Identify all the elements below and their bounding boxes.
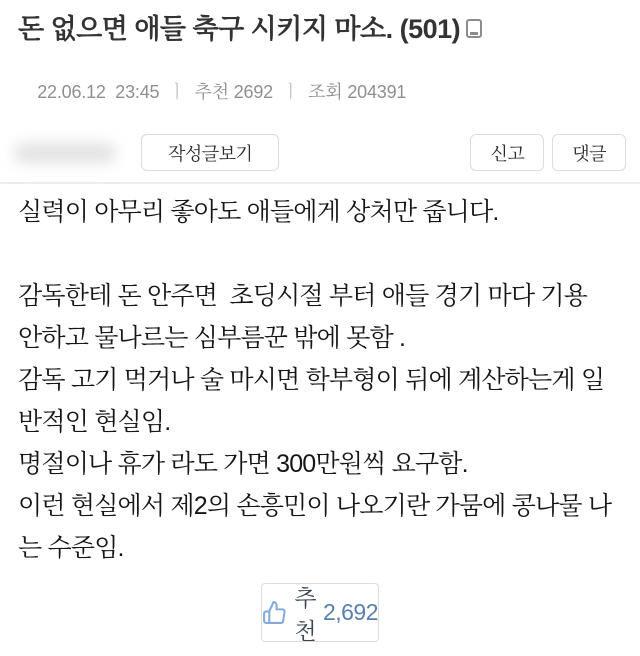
body-text-line: 안하고 물나르는 심부름꾼 밖에 못함 .: [18, 324, 406, 352]
post-datetime: 22.06.12 23:45: [37, 82, 160, 102]
mobile-icon: [466, 19, 482, 38]
post-header: [0, 0, 640, 125]
body-text-line: 감독한테 돈 안주면 초딩시절 부터 애들 경기 마다 기용: [18, 282, 588, 310]
report-button[interactable]: 신고: [470, 134, 544, 171]
comments-button[interactable]: 댓글: [552, 134, 626, 171]
post-footer: [0, 583, 640, 642]
post-title: 돈 없으면 애들 축구 시키지 마소.: [18, 14, 393, 44]
post-body: [0, 184, 640, 569]
author-name-blurred[interactable]: [14, 143, 116, 163]
mobile-icon-home-bar: [470, 32, 478, 35]
view-author-posts-button[interactable]: 작성글보기: [141, 134, 279, 171]
recommend-button-label: 추천: [294, 584, 316, 644]
body-text-line: 는 수준임.: [18, 534, 124, 562]
post-meta: [18, 57, 622, 125]
body-text-line: [18, 233, 622, 275]
post-toolbar: [0, 134, 640, 171]
body-text-line: 명절이나 휴가 라도 가면 300만원씩 요구함.: [18, 450, 468, 478]
recommend-count-meta: 추천 2692: [194, 82, 273, 102]
view-count-meta: 조회 204391: [308, 82, 407, 102]
meta-separator: ㅣ: [168, 82, 186, 102]
thumbs-up-icon: [262, 600, 287, 625]
recommend-button-count: 2,692: [322, 599, 378, 625]
body-text-line: 반적인 현실임.: [18, 408, 171, 436]
body-text-line: 감독 고기 먹거나 술 마시면 학부형이 뒤에 계산하는게 일: [18, 366, 605, 394]
post-title-line: [18, 12, 622, 46]
body-text-line: 실력이 아무리 좋아도 애들에게 상처만 줍니다.: [18, 198, 499, 226]
body-text-line: 이런 현실에서 제2의 손흥민이 나오기란 가뭄에 콩나물 나: [18, 492, 612, 520]
comment-count[interactable]: (501): [399, 14, 461, 44]
meta-separator: ㅣ: [281, 82, 300, 102]
recommend-button[interactable]: [261, 583, 379, 642]
